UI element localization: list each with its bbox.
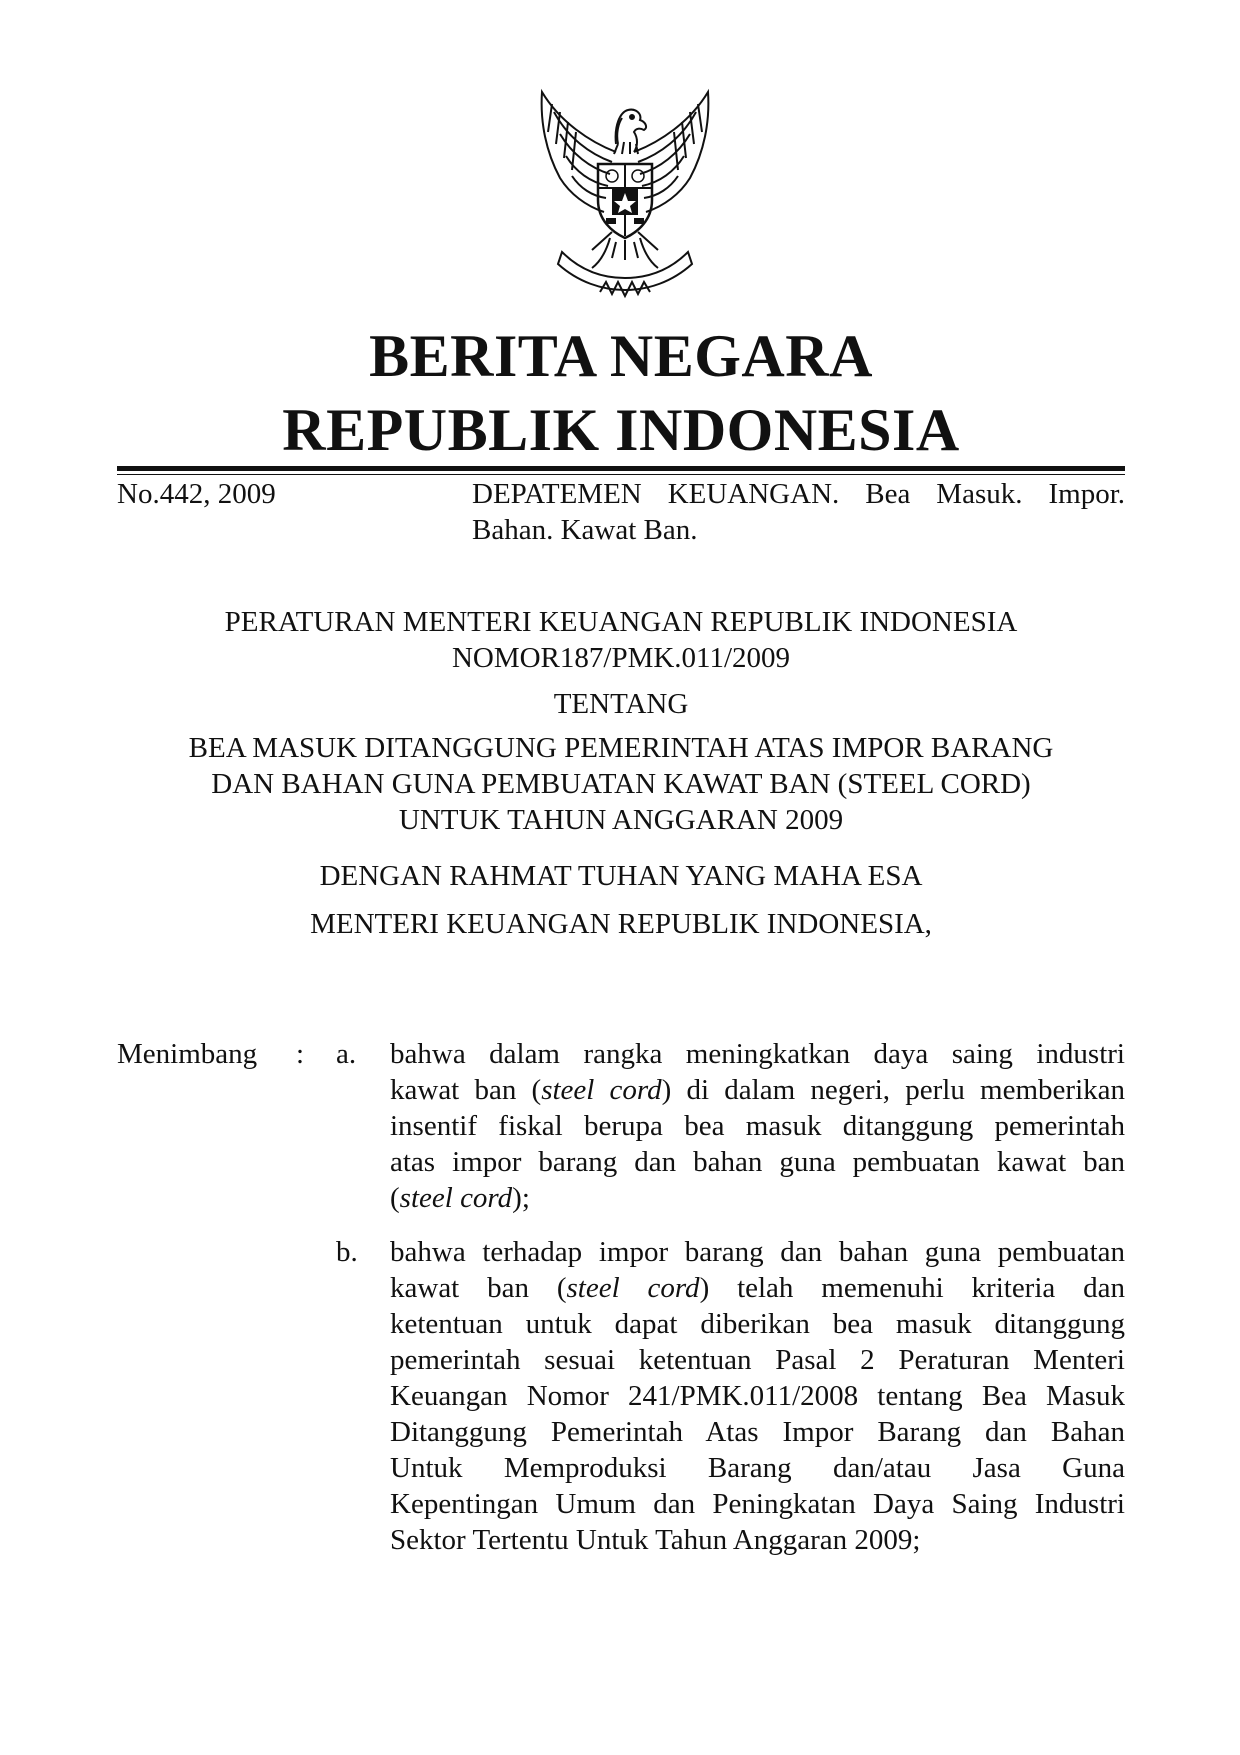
regulation-invocation: DENGAN RAHMAT TUHAN YANG MAHA ESA xyxy=(319,860,923,892)
considering-item-a-text xyxy=(390,1036,1125,1216)
considering-label: Menimbang xyxy=(117,1038,258,1070)
item-b-line-8: Kepentingan Umum dan Peningkatan Daya Saing Industri xyxy=(390,1488,1125,1520)
item-a-line-4: atas impor barang dan bahan guna pembuatan kawat ban xyxy=(390,1146,1125,1178)
considering-item-b-letter: b. xyxy=(336,1236,358,1268)
issue-number: No.442, 2009 xyxy=(117,478,276,510)
item-b-line-6: Ditanggung Pemerintah Atas Impor Barang dan Bahan xyxy=(390,1416,1125,1448)
item-b-line-5: Keuangan Nomor 241/PMK.011/2008 tentang Bea Masuk xyxy=(390,1380,1125,1412)
item-a-line-5-part-2: ); xyxy=(512,1182,530,1214)
regulation-number: NOMOR187/PMK.011/2009 xyxy=(451,642,791,674)
considering-item-b-text xyxy=(390,1234,1125,1558)
regulation-issuer: MENTERI KEUANGAN REPUBLIK INDONESIA, xyxy=(310,908,932,940)
regulation-about: TENTANG xyxy=(553,688,689,720)
masthead-line-2: REPUBLIK INDONESIA xyxy=(282,397,960,463)
item-b-line-2-part-2: ) telah memenuhi kriteria dan xyxy=(699,1272,1125,1304)
masthead-divider-thin xyxy=(117,474,1125,475)
item-b-line-4: pemerintah sesuai ketentuan Pasal 2 Peraturan Menteri xyxy=(390,1344,1125,1376)
regulation-subject-line-2: DAN BAHAN GUNA PEMBUATAN KAWAT BAN (STEEL CORD) xyxy=(211,768,1031,800)
item-a-line-2-part-1: kawat ban ( xyxy=(390,1074,542,1106)
regulation-subject-line-1: BEA MASUK DITANGGUNG PEMERINTAH ATAS IMPOR BARANG xyxy=(188,732,1054,764)
item-a-line-2-part-2: ) di dalam negeri, perlu memberikan xyxy=(661,1074,1125,1106)
item-a-line-2-italic: steel cord xyxy=(541,1074,662,1106)
regulation-subject-line-3: UNTUK TAHUN ANGGARAN 2009 xyxy=(398,804,844,836)
masthead-divider-thick xyxy=(117,466,1125,471)
item-b-line-2-italic: steel cord xyxy=(566,1272,700,1304)
item-a-line-2 xyxy=(390,1072,1125,1108)
issue-subject xyxy=(472,476,1125,548)
item-a-line-5-italic: steel cord xyxy=(399,1182,513,1214)
garuda-emblem-icon xyxy=(520,82,730,302)
item-a-line-3: insentif fiskal berupa bea masuk ditanggung pemerintah xyxy=(390,1110,1125,1142)
item-b-line-1: bahwa terhadap impor barang dan bahan guna pembuatan xyxy=(390,1236,1125,1268)
item-b-line-9: Sektor Tertentu Untuk Tahun Anggaran 2009; xyxy=(390,1524,921,1556)
issue-subject-line-2: Bahan. Kawat Ban. xyxy=(472,514,698,546)
item-a-line-5-part-1: ( xyxy=(390,1182,400,1214)
considering-item-a-letter: a. xyxy=(336,1038,357,1070)
regulation-title: PERATURAN MENTERI KEUANGAN REPUBLIK INDONESIA xyxy=(224,606,1018,638)
item-b-line-2-part-1: kawat ban ( xyxy=(390,1272,567,1304)
considering-colon: : xyxy=(296,1038,305,1070)
item-b-line-2 xyxy=(390,1270,1125,1306)
item-b-line-7: Untuk Memproduksi Barang dan/atau Jasa Guna xyxy=(390,1452,1125,1484)
masthead-line-1: BERITA NEGARA xyxy=(369,323,873,389)
item-a-line-5 xyxy=(390,1180,1125,1216)
garuda-emblem-graphic xyxy=(520,82,730,302)
issue-subject-line-1: DEPATEMEN KEUANGAN. Bea Masuk. Impor. xyxy=(472,478,1125,510)
item-a-line-1: bahwa dalam rangka meningkatkan daya saing industri xyxy=(390,1038,1125,1070)
item-b-line-3: ketentuan untuk dapat diberikan bea masuk ditanggung xyxy=(390,1308,1125,1340)
